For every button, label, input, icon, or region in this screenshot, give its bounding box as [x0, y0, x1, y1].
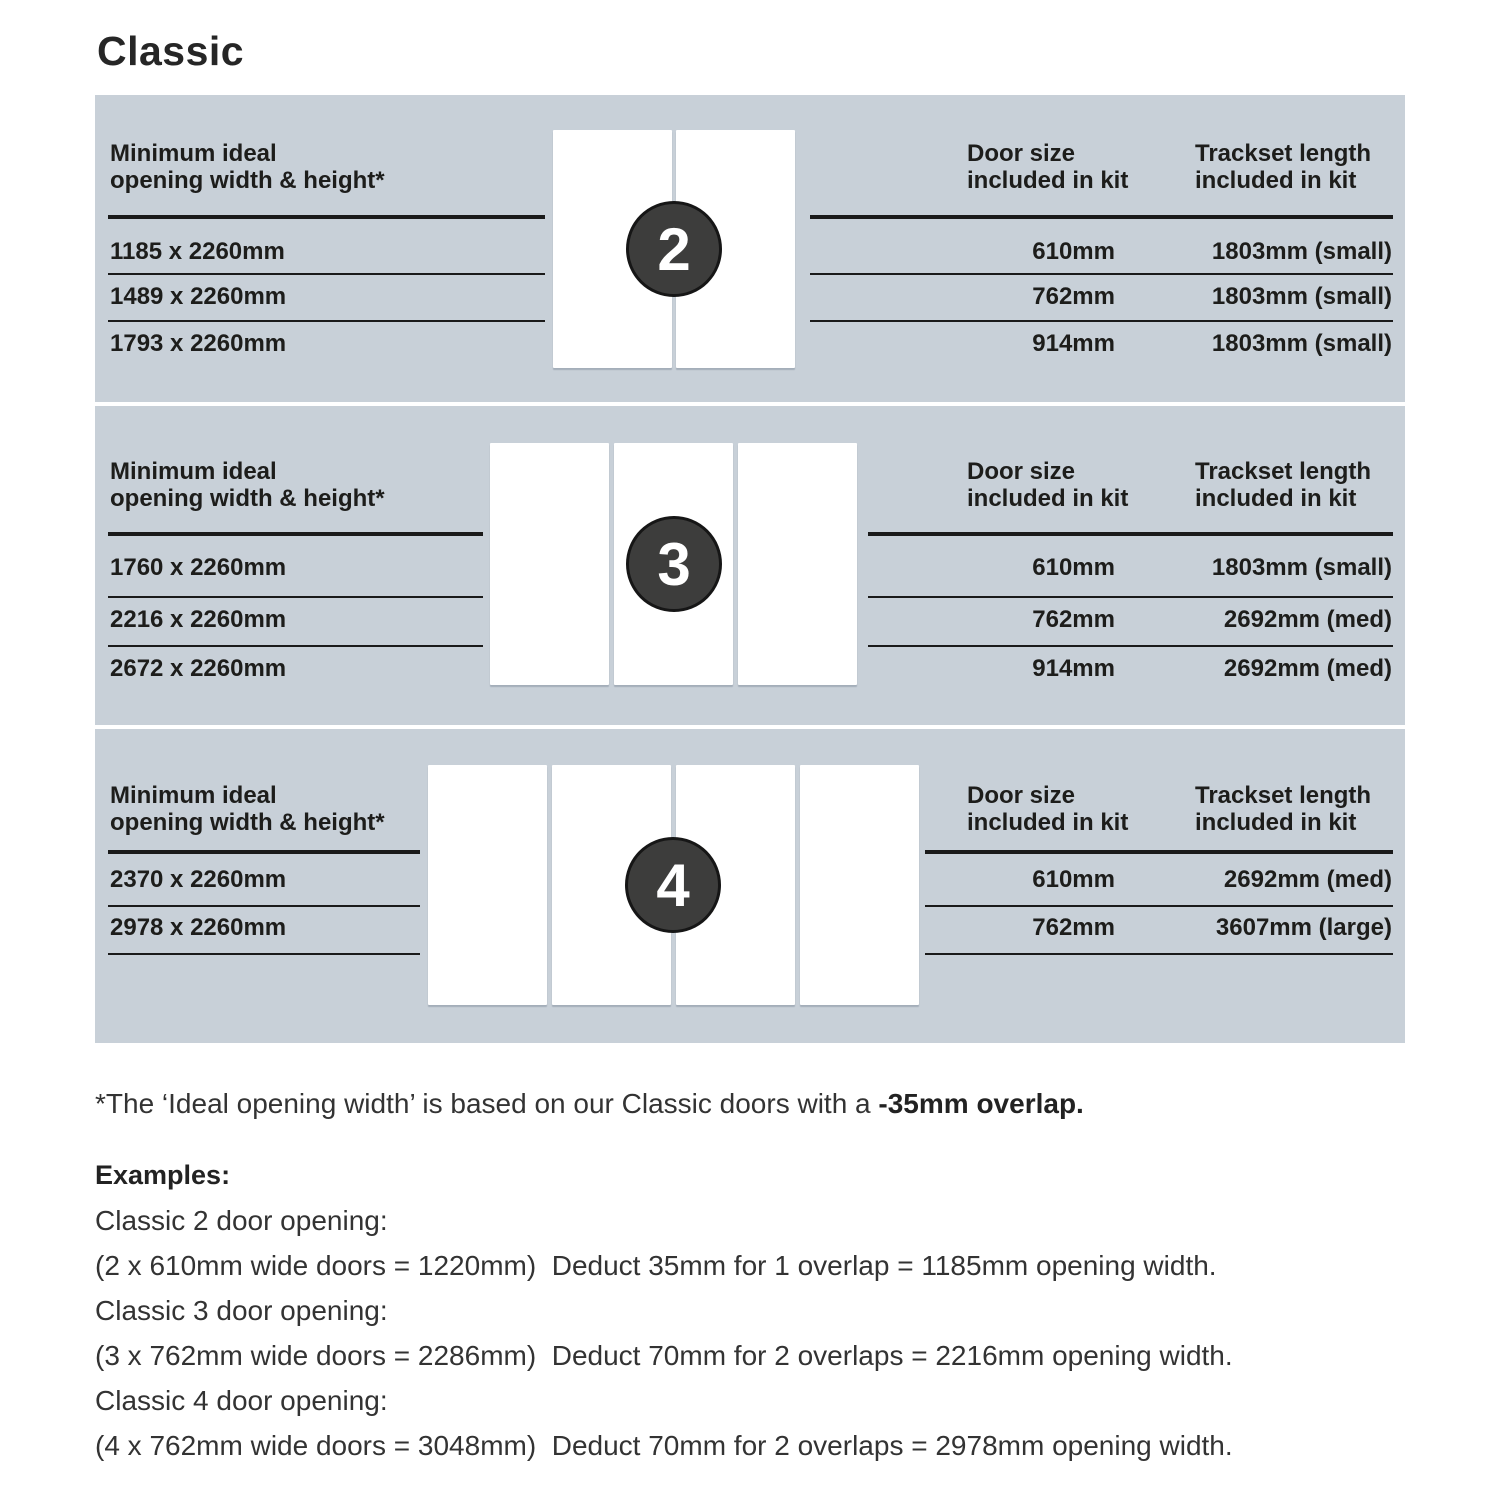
- trackset-length-value: 3607mm (large): [1215, 914, 1392, 941]
- row-rule: [108, 273, 545, 275]
- door-size-value: 610mm: [1032, 238, 1115, 265]
- opening-size-value: 1760 x 2260mm: [110, 554, 287, 581]
- min-opening-header-line1: Minimum ideal: [110, 458, 277, 485]
- door-size-value: 914mm: [1032, 655, 1115, 682]
- door-size-header-line2: included in kit: [967, 167, 1129, 194]
- door-panel: [800, 765, 919, 1005]
- page-title: Classic: [97, 28, 245, 74]
- min-opening-header: [110, 458, 385, 512]
- trackset-header-line2: included in kit: [1195, 809, 1357, 836]
- door-size-value: 610mm: [1032, 554, 1115, 581]
- trackset-header: [1195, 140, 1371, 194]
- trackset-length-value: 1803mm (small): [1211, 283, 1392, 310]
- row-rule: [868, 596, 1393, 598]
- example-line: (2 x 610mm wide doors = 1220mm) Deduct 35mm for 1 overlap = 1185mm opening width.: [95, 1250, 1217, 1281]
- row-rule: [810, 320, 1393, 322]
- header-rule: [108, 215, 545, 219]
- examples-heading: Examples:: [95, 1160, 231, 1190]
- header-rule: [868, 532, 1393, 536]
- opening-size-value: 2672 x 2260mm: [110, 655, 287, 682]
- trackset-length-value: 2692mm (med): [1223, 606, 1392, 633]
- row-rule: [108, 953, 420, 955]
- door-size-header: [967, 458, 1128, 512]
- examples-block: [95, 1198, 1233, 1468]
- header-rule: [810, 215, 1393, 219]
- trackset-length-value: 1803mm (small): [1211, 238, 1392, 265]
- row-rule: [108, 320, 545, 322]
- example-line: Classic 2 door opening:: [95, 1205, 388, 1236]
- footnote-text: *The ‘Ideal opening width’ is based on our Classic doors with a: [95, 1088, 879, 1119]
- trackset-header-line2: included in kit: [1195, 485, 1357, 512]
- door-size-header-line2: included in kit: [967, 809, 1129, 836]
- opening-size-value: 2978 x 2260mm: [110, 914, 287, 941]
- door-size-header: [967, 140, 1128, 194]
- opening-size-value: 1793 x 2260mm: [110, 330, 287, 357]
- footnote: [95, 1088, 1084, 1120]
- opening-size-value: 2370 x 2260mm: [110, 866, 287, 893]
- trackset-header: [1195, 458, 1371, 512]
- min-opening-header-line2: opening width & height*: [110, 809, 385, 836]
- footnote-bold-text: -35mm overlap.: [878, 1088, 1084, 1119]
- door-panel: [428, 765, 547, 1005]
- section-divider: [95, 402, 1405, 406]
- min-opening-header-line1: Minimum ideal: [110, 782, 277, 809]
- trackset-header-line1: Trackset length: [1195, 782, 1372, 809]
- trackset-length-value: 1803mm (small): [1211, 554, 1392, 581]
- row-rule: [925, 905, 1393, 907]
- door-panel: [490, 443, 609, 685]
- header-rule: [108, 850, 420, 854]
- min-opening-header: [110, 782, 385, 836]
- door-count-badge: 3: [626, 516, 722, 612]
- row-rule: [108, 645, 483, 647]
- door-size-header-line1: Door size: [967, 140, 1076, 167]
- header-rule: [925, 850, 1393, 854]
- example-line: (4 x 762mm wide doors = 3048mm) Deduct 70mm for 2 overlaps = 2978mm opening width.: [95, 1430, 1233, 1461]
- opening-size-value: 1489 x 2260mm: [110, 283, 287, 310]
- min-opening-header-line1: Minimum ideal: [110, 140, 277, 167]
- opening-size-value: 2216 x 2260mm: [110, 606, 287, 633]
- trackset-length-value: 1803mm (small): [1211, 330, 1392, 357]
- example-line: Classic 4 door opening:: [95, 1385, 388, 1416]
- door-count-badge: 4: [625, 837, 721, 933]
- door-size-value: 914mm: [1032, 330, 1115, 357]
- row-rule: [925, 953, 1393, 955]
- min-opening-header: [110, 140, 385, 194]
- door-size-header-line1: Door size: [967, 458, 1076, 485]
- min-opening-header-line2: opening width & height*: [110, 485, 385, 512]
- door-size-header-line2: included in kit: [967, 485, 1129, 512]
- trackset-header-line1: Trackset length: [1195, 140, 1372, 167]
- door-panel: [738, 443, 857, 685]
- row-rule: [868, 645, 1393, 647]
- trackset-header-line2: included in kit: [1195, 167, 1357, 194]
- header-rule: [108, 532, 483, 536]
- trackset-length-value: 2692mm (med): [1223, 866, 1392, 893]
- door-count-badge: 2: [626, 201, 722, 297]
- spec-panel: [95, 95, 1405, 1043]
- row-rule: [810, 273, 1393, 275]
- opening-size-value: 1185 x 2260mm: [110, 238, 285, 265]
- example-line: (3 x 762mm wide doors = 2286mm) Deduct 70mm for 2 overlaps = 2216mm opening width.: [95, 1340, 1233, 1371]
- trackset-header-line1: Trackset length: [1195, 458, 1372, 485]
- trackset-length-value: 2692mm (med): [1223, 655, 1392, 682]
- door-size-header: [967, 782, 1128, 836]
- row-rule: [108, 905, 420, 907]
- trackset-header: [1195, 782, 1371, 836]
- door-size-value: 762mm: [1032, 606, 1115, 633]
- door-size-value: 762mm: [1032, 283, 1115, 310]
- door-size-header-line1: Door size: [967, 782, 1076, 809]
- door-size-value: 762mm: [1032, 914, 1115, 941]
- min-opening-header-line2: opening width & height*: [110, 167, 385, 194]
- example-line: Classic 3 door opening:: [95, 1295, 388, 1326]
- row-rule: [108, 596, 483, 598]
- door-size-value: 610mm: [1032, 866, 1115, 893]
- section-divider: [95, 725, 1405, 729]
